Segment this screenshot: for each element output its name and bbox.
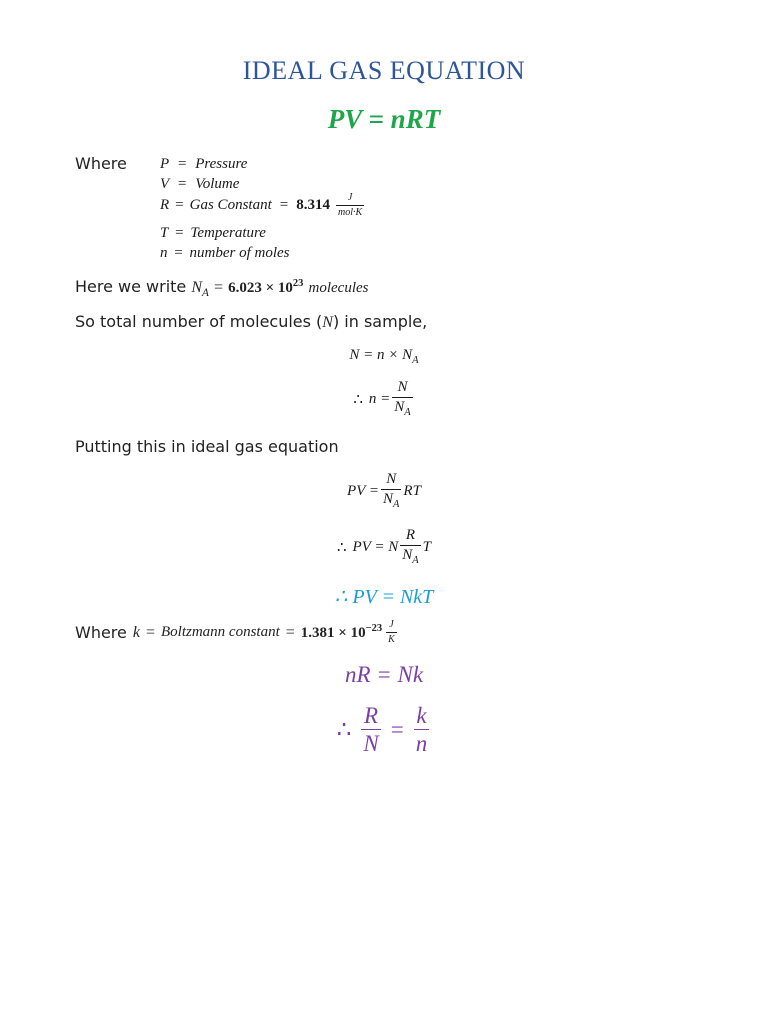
equation-7 bbox=[0, 704, 768, 755]
equation-1: $N = n \times N_A$ bbox=[349, 347, 419, 366]
equation-lhs: PV = N bbox=[352, 538, 399, 555]
boltzmann-symbol: k bbox=[132, 623, 140, 641]
def-equals: = bbox=[175, 225, 184, 241]
numerator: N bbox=[386, 471, 397, 487]
definition-volume bbox=[160, 174, 239, 193]
total-molecules-line bbox=[75, 312, 427, 332]
def-equals: = bbox=[177, 156, 187, 172]
boltzmann-equals-2: = bbox=[285, 623, 295, 641]
def-symbol: P bbox=[160, 156, 170, 172]
putting-text: Putting this in ideal gas equation bbox=[75, 437, 339, 456]
therefore-symbol: ∴ bbox=[336, 539, 347, 556]
avogadro-equals: = bbox=[213, 279, 224, 296]
boltzmann-equals: = bbox=[145, 623, 156, 641]
avogadro-line bbox=[75, 277, 369, 299]
unit-denominator: mol·K bbox=[337, 207, 363, 218]
def-name: Gas Constant bbox=[189, 197, 272, 213]
def-symbol: V bbox=[160, 176, 170, 192]
definition-pressure bbox=[160, 154, 247, 173]
page-title: IDEAL GAS EQUATION bbox=[242, 56, 526, 85]
fraction-left bbox=[361, 704, 380, 755]
boltzmann-unit bbox=[386, 620, 397, 645]
denominator: n bbox=[415, 731, 428, 756]
numerator: R bbox=[405, 527, 416, 543]
boltzmann-lead: Where bbox=[75, 623, 127, 642]
total-tail: ) in sample, bbox=[332, 312, 428, 331]
where-label: Where bbox=[75, 154, 127, 173]
definition-temperature bbox=[160, 223, 266, 242]
equation-5: ∴ PV = NkT bbox=[334, 586, 434, 608]
gas-constant-unit bbox=[336, 193, 364, 218]
equation-3 bbox=[0, 472, 768, 511]
fraction bbox=[392, 380, 412, 419]
avogadro-value: $6.023 \times 10^{23}$ bbox=[228, 278, 304, 296]
def-symbol: T bbox=[160, 225, 169, 241]
equation-4 bbox=[0, 528, 768, 567]
main-equation: PV = nRT bbox=[327, 104, 441, 134]
denominator: $N_A$ bbox=[382, 491, 400, 510]
def-name: number of moles bbox=[189, 245, 290, 261]
therefore-symbol: ∴ bbox=[336, 716, 352, 742]
avogadro-unit: molecules bbox=[308, 280, 369, 296]
boltzmann-name: Boltzmann constant bbox=[161, 624, 280, 640]
numerator: N bbox=[397, 379, 408, 395]
denominator: N bbox=[363, 731, 379, 756]
definition-gas-constant bbox=[160, 193, 366, 218]
total-symbol: N bbox=[322, 314, 333, 331]
def-value-equals: = bbox=[279, 197, 289, 213]
unit-denominator: K bbox=[388, 634, 395, 645]
def-equals: = bbox=[174, 245, 183, 261]
def-name: Pressure bbox=[195, 156, 248, 172]
fraction-right bbox=[414, 704, 430, 755]
equation-lhs: PV = bbox=[347, 482, 379, 499]
equation-lhs: n = bbox=[368, 390, 391, 407]
fraction bbox=[400, 528, 420, 567]
numerator: R bbox=[364, 703, 379, 728]
gas-constant-value: 8.314 bbox=[296, 197, 330, 213]
denominator: $N_A$ bbox=[394, 399, 411, 418]
boltzmann-line bbox=[75, 620, 399, 645]
unit-numerator: J bbox=[389, 619, 394, 630]
fraction bbox=[381, 472, 401, 511]
def-name: Temperature bbox=[190, 225, 266, 241]
def-equals: = bbox=[177, 176, 187, 192]
total-lead: So total number of molecules ( bbox=[75, 312, 323, 331]
avogadro-lead: Here we write bbox=[75, 277, 187, 296]
denominator: $N_A$ bbox=[402, 547, 419, 566]
avogadro-symbol: $N_A$ bbox=[191, 279, 209, 300]
equation-tail: RT bbox=[403, 482, 421, 499]
equation-tail: T bbox=[422, 538, 431, 555]
def-symbol: R bbox=[160, 197, 170, 213]
equation-6: nR = Nk bbox=[344, 662, 424, 687]
def-name: Volume bbox=[195, 176, 240, 192]
equation-2 bbox=[0, 380, 768, 419]
def-equals: = bbox=[175, 197, 184, 213]
def-symbol: n bbox=[160, 245, 168, 261]
boltzmann-value: $1.381 \times 10^{-23}$ bbox=[300, 623, 383, 641]
therefore-symbol: ∴ bbox=[353, 391, 363, 408]
definition-moles bbox=[160, 243, 290, 262]
equals-sign: = bbox=[390, 716, 404, 742]
unit-numerator: J bbox=[347, 192, 353, 203]
numerator: k bbox=[416, 703, 427, 728]
